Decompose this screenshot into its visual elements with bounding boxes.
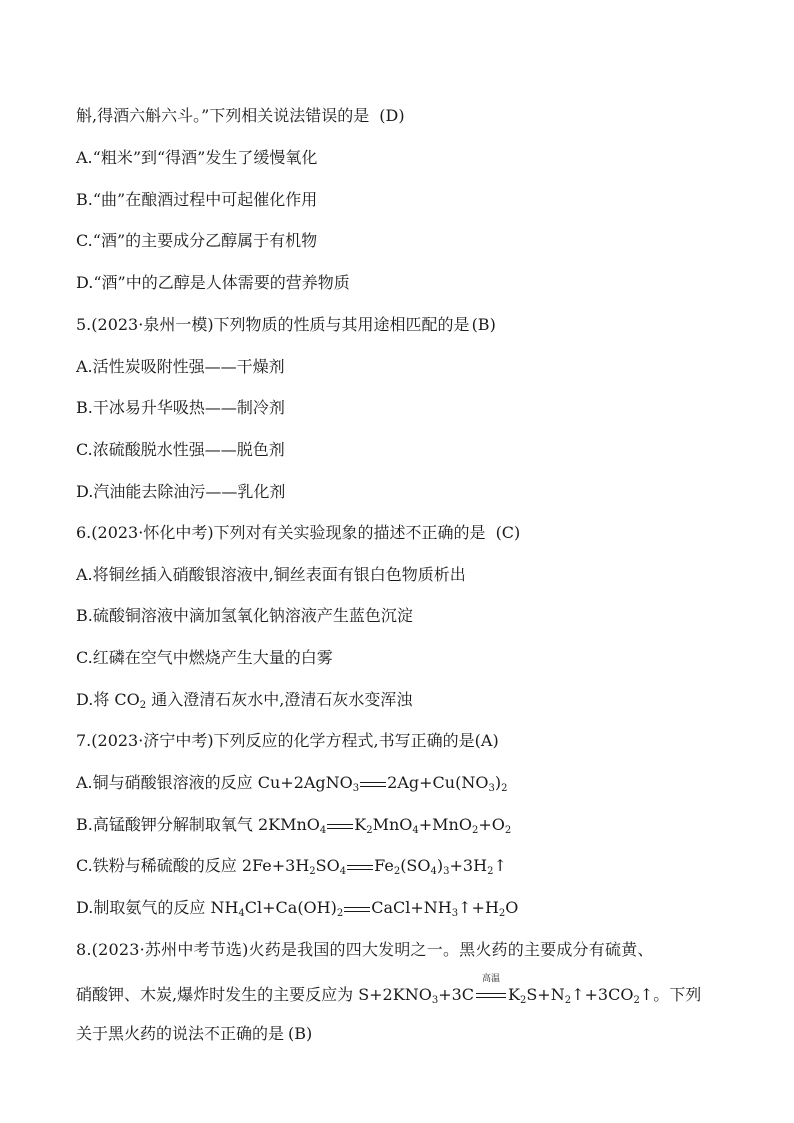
formula-subscript: 2 xyxy=(519,995,527,1006)
formula-part: ↑+3CO xyxy=(571,985,634,1004)
q7-option-c-text: C.铁粉与稀硫酸的反应 xyxy=(76,856,242,875)
formula-part: S+2KNO xyxy=(358,985,432,1004)
formula-part: Cu+2AgNO xyxy=(257,773,353,792)
formula-part: Fe xyxy=(374,856,394,875)
formula-part: +3C xyxy=(438,985,475,1004)
formula-subscript: 4 xyxy=(339,866,347,877)
formula-part: +O xyxy=(478,815,505,834)
formula-subscript: 2 xyxy=(498,908,506,919)
q6-stem xyxy=(76,523,520,543)
q6-option-a: A.将铜丝插入硝酸银溶液中,铜丝表面有银白色物质析出 xyxy=(76,565,466,584)
formula-part: ) xyxy=(494,773,502,792)
equals-sign xyxy=(347,862,373,872)
formula-subscript: 3 xyxy=(443,866,450,877)
q6-option-d-subscript: 2 xyxy=(139,700,147,711)
reaction-condition-label: 高温 xyxy=(482,973,501,984)
reaction-condition xyxy=(476,973,506,1004)
q5-option-c: C.浓硫酸脱水性强——脱色剂 xyxy=(76,440,285,459)
q6-option-b: B.硫酸铜溶液中滴加氢氧化钠溶液产生蓝色沉淀 xyxy=(76,606,413,625)
q5-stem-text: 5.(2023·泉州一模)下列物质的性质与其用途相匹配的是 xyxy=(76,315,470,334)
q6-answer: (C) xyxy=(495,523,521,542)
q5-stem xyxy=(76,315,496,335)
q4-answer: (D) xyxy=(379,106,405,125)
formula-part: 2Fe+3H xyxy=(241,856,310,875)
formula-subscript: 3 xyxy=(451,908,459,919)
q7-option-b-text: B.高锰酸钾分解制取氧气 xyxy=(76,815,258,834)
formula-subscript: 2 xyxy=(487,866,494,877)
formula-part: Cl+Ca(OH) xyxy=(244,898,337,917)
formula-subscript: 2 xyxy=(564,995,572,1006)
q4-option-a: A.“粗米”到“得酒”发生了缓慢氧化 xyxy=(76,148,318,167)
formula-subscript: 3 xyxy=(352,783,360,794)
q6-option-d xyxy=(76,690,412,710)
formula-subscript: 2 xyxy=(366,825,373,836)
q7-option-d xyxy=(76,898,518,918)
formula-subscript: 3 xyxy=(431,995,439,1006)
formula-part: S+N xyxy=(526,985,565,1004)
formula-part: ) xyxy=(436,856,444,875)
equals-sign xyxy=(327,821,353,831)
q8-line2 xyxy=(76,973,702,1006)
formula-part: (SO xyxy=(400,856,431,875)
formula-subscript: 2 xyxy=(501,783,508,794)
q7-answer: (A) xyxy=(474,731,499,750)
formula-part: +MnO xyxy=(418,815,472,834)
q7-option-a xyxy=(76,773,507,793)
q4-stem-text: 斛,得酒六斛六斗。”下列相关说法错误的是 xyxy=(76,106,370,125)
equals-sign xyxy=(344,904,370,914)
formula-subscript: 2 xyxy=(471,825,479,836)
formula-part: ↑。下列 xyxy=(639,985,702,1004)
formula-part: ↑+H xyxy=(458,898,499,917)
q8-line2-text: 硝酸钾、木炭,爆炸时发生的主要反应为 xyxy=(76,985,359,1004)
q5-option-a: A.活性炭吸附性强——干燥剂 xyxy=(76,357,285,376)
q8-line3 xyxy=(76,1024,312,1044)
q7-option-d-text: D.制取氨气的反应 xyxy=(76,898,211,917)
formula-subscript: 4 xyxy=(430,866,437,877)
formula-subscript: 2 xyxy=(309,866,316,877)
q8-line3-text: 关于黑火药的说法不正确的是 xyxy=(76,1024,285,1043)
q6-option-d-suffix: 通入澄清石灰水中,澄清石灰水变浑浊 xyxy=(146,690,413,709)
q7-option-b xyxy=(76,815,511,835)
formula-subscript: 2 xyxy=(633,995,640,1006)
q7-option-a-text: A.铜与硝酸银溶液的反应 xyxy=(76,773,258,792)
formula-part: MnO xyxy=(372,815,413,834)
formula-part: K xyxy=(354,815,367,834)
formula-subscript: 4 xyxy=(238,908,245,919)
formula-subscript: 2 xyxy=(336,908,344,919)
q4-option-d: D.“酒”中的乙醇是人体需要的营养物质 xyxy=(76,273,350,292)
q4-option-c: C.“酒”的主要成分乙醇属于有机物 xyxy=(76,231,318,250)
formula-part: K xyxy=(508,985,520,1004)
formula-subscript: 4 xyxy=(319,825,327,836)
q5-option-d: D.汽油能去除油污——乳化剂 xyxy=(76,482,286,501)
q8-stem: 8.(2023·苏州中考节选)火药是我国的四大发明之一。黑火药的主要成分有硫黄、 xyxy=(76,940,654,959)
equals-sign xyxy=(360,779,386,789)
q4-stem xyxy=(76,106,405,126)
formula-part: CaCl+NH xyxy=(371,898,452,917)
formula-subscript: 2 xyxy=(504,825,512,836)
q6-option-d-prefix: D.将 CO xyxy=(76,690,140,709)
q8-answer: (B) xyxy=(288,1024,313,1043)
q7-stem-text: 7.(2023·济宁中考)下列反应的化学方程式,书写正确的是 xyxy=(76,731,475,750)
formula-part: SO xyxy=(315,856,340,875)
formula-subscript: 2 xyxy=(393,866,401,877)
formula-part: 2KMnO xyxy=(257,815,320,834)
q4-option-b: B.“曲”在酿酒过程中可起催化作用 xyxy=(76,190,318,209)
q6-stem-text: 6.(2023·怀化中考)下列对有关实验现象的描述不正确的是 xyxy=(76,523,486,542)
formula-part: +3H xyxy=(449,856,488,875)
formula-part: 2Ag+Cu(NO xyxy=(387,773,489,792)
formula-subscript: 4 xyxy=(412,825,419,836)
formula-part: O xyxy=(505,898,519,917)
q7-option-c xyxy=(76,856,507,876)
q7-stem xyxy=(76,731,499,751)
q5-answer: (B) xyxy=(471,315,496,334)
q5-option-b: B.干冰易升华吸热——制冷剂 xyxy=(76,398,285,417)
formula-subscript: 3 xyxy=(488,783,495,794)
q6-option-c: C.红磷在空气中燃烧产生大量的白雾 xyxy=(76,648,333,667)
formula-part: NH xyxy=(210,898,239,917)
gas-arrow: ↑ xyxy=(493,856,507,875)
